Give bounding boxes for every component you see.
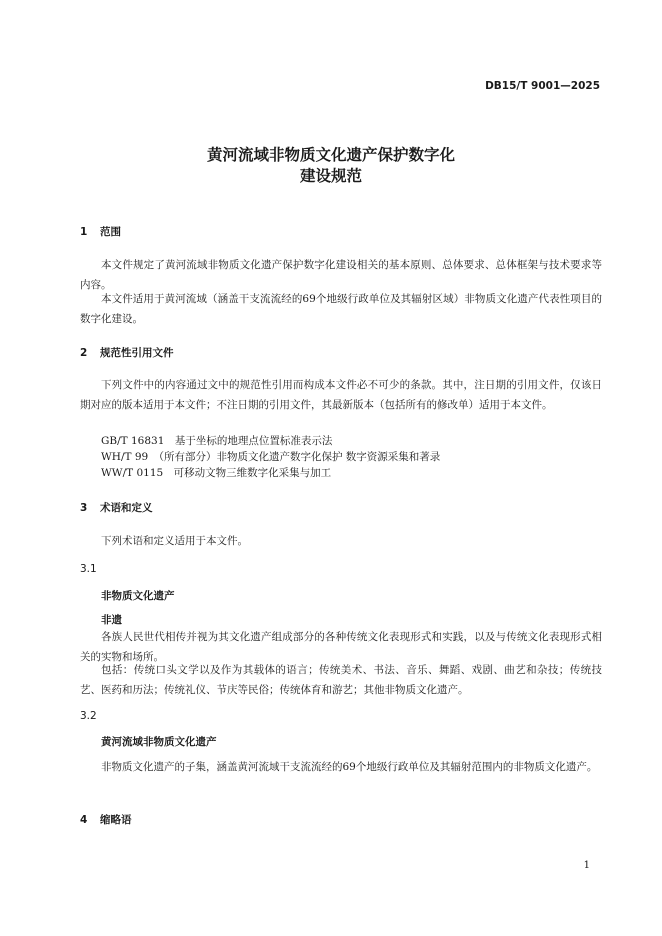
section-number: 1: [80, 226, 88, 238]
section-heading-abbreviations: [80, 812, 132, 827]
section-number: 3: [80, 502, 88, 514]
paragraph: 本文件适用于黄河流域（涵盖干支流流经的69个地级行政单位及其辐射区域）非物质文化遗产代表性项目的数字化建设。: [80, 293, 602, 325]
reference-item: WH/T 99 （所有部分）非物质文化遗产数字化保护 数字资源采集和著录: [101, 451, 441, 463]
term-definition: 非物质文化遗产的子集，涵盖黄河流域干支流流经的69个地级行政单位及其辐射范围内的非物质文化遗产。: [101, 761, 598, 773]
page-number: 1: [583, 860, 590, 871]
document-title-line1: 黄河流域非物质文化遗产保护数字化: [206, 146, 455, 164]
section-title: 术语和定义: [100, 502, 153, 514]
section-number: 2: [80, 347, 88, 359]
term-definition: 各族人民世代相传并视为其文化遗产组成部分的各种传统文化表现形式和实践，以及与传统文化表现形式相关的实物和场所。: [80, 631, 602, 663]
section-title: 范围: [100, 226, 121, 238]
term-synonym: 非遗: [101, 614, 122, 626]
term-number: 3.1: [80, 563, 97, 575]
section-heading-scope: [80, 224, 121, 239]
section-title: 缩略语: [100, 814, 132, 826]
section-title: 规范性引用文件: [100, 347, 174, 359]
paragraph: 本文件规定了黄河流域非物质文化遗产保护数字化建设相关的基本原则、总体要求、总体框架与技术要求等内容。: [80, 259, 602, 291]
document-title-line2: 建设规范: [299, 167, 362, 185]
term-name: 非物质文化遗产: [101, 590, 175, 602]
reference-item: GB/T 16831 基于坐标的地理点位置标准表示法: [101, 435, 333, 447]
section-heading-terms: [80, 500, 153, 515]
term-name: 黄河流域非物质文化遗产: [101, 736, 217, 748]
reference-item: WW/T 0115 可移动文物三维数字化采集与加工: [101, 467, 332, 479]
paragraph: 下列文件中的内容通过文中的规范性引用而构成本文件必不可少的条款。其中，注日期的引用文件，仅该日期对应的版本适用于本文件；不注日期的引用文件，其最新版本（包括所有的修改单）适用于本文件。: [80, 379, 602, 411]
paragraph: 下列术语和定义适用于本文件。: [101, 535, 248, 547]
section-heading-normative-references: [80, 345, 174, 360]
term-note: 包括：传统口头文学以及作为其载体的语言；传统美术、书法、音乐、舞蹈、戏剧、曲艺和杂技；传统技艺、医药和历法；传统礼仪、节庆等民俗；传统体育和游艺；其他非物质文化遗产。: [80, 664, 602, 696]
document-number: DB15/T 9001—2025: [485, 80, 600, 92]
term-number: 3.2: [80, 710, 97, 722]
section-number: 4: [80, 814, 88, 826]
